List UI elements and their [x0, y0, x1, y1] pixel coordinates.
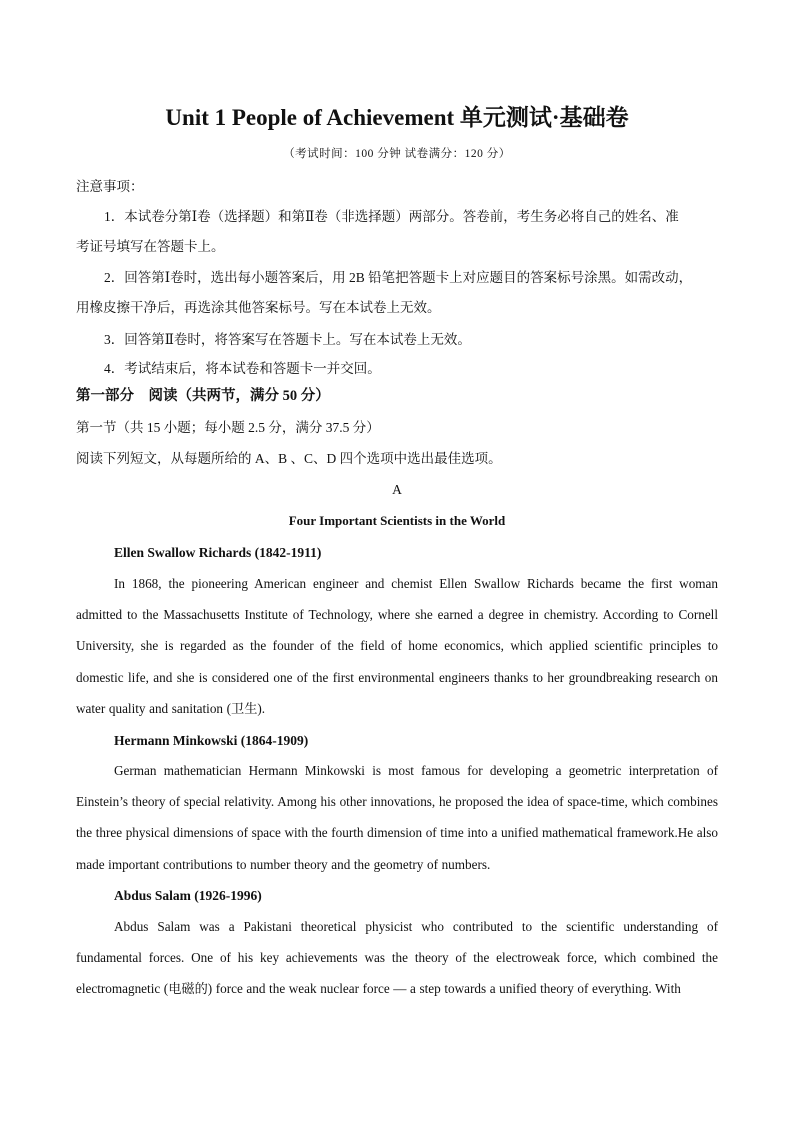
scientist-paragraph: German mathematician Hermann Minkowski is most famous for developing a geometric interpretation of Einstein’s theory of special relativity. Among his other innovations, he proposed the idea of space-time, which combines the three physical dimensions of space with the fourth dimension of time into a unified mathematical framework.He also made important contributions to number theory and the geometry of numbers. [76, 763, 718, 872]
notice-item-2-line-1: 2．回答第Ⅰ卷时，选出每小题答案后，用 2B 铅笔把答题卡上对应题目的答案标号涂黑。如需改动， [104, 270, 693, 285]
scientist-paragraph: In 1868, the pioneering American engineer and chemist Ellen Swallow Richards became the first woman admitted to the Massachusetts Institute of Technology, where she earned a degree in chemistry. According to Cornell University, she is regarded as the founder of the field of home economics, which applied scientific principles to domestic life, and she is considered one of the first environmental engineers thanks to her groundbreaking research on water quality and sanitation (卫生). [76, 576, 718, 716]
notice-item-4: 4．考试结束后，将本试卷和答题卡一并交回。 [104, 361, 381, 376]
scientist-name: Abdus Salam (1926-1996) [114, 888, 262, 903]
notice-item-1-line-1: 1．本试卷分第Ⅰ卷（选择题）和第Ⅱ卷（非选择题）两部分。答卷前，考生务必将自己的姓名、准 [104, 209, 679, 224]
reading-instruction: 阅读下列短文，从每题所给的 A、B 、C、D 四个选项中选出最佳选项。 [76, 451, 502, 466]
passage-title: Four Important Scientists in the World [288, 513, 506, 528]
notice-item-1-line-2: 考证号填写在答题卡上。 [76, 239, 225, 254]
page-title: Unit 1 People of Achievement 单元测试·基础卷 [165, 105, 629, 130]
notice-item-3: 3．回答第Ⅱ卷时，将答案写在答题卡上。写在本试卷上无效。 [104, 332, 471, 347]
scientist-name: Hermann Minkowski (1864-1909) [114, 733, 309, 748]
notice-item-2-line-2: 用橡皮擦干净后，再选涂其他答案标号。写在本试卷上无效。 [76, 300, 441, 315]
section-1-heading: 第一节（共 15 小题；每小题 2.5 分，满分 37.5 分） [76, 420, 380, 435]
notice-heading: 注意事项： [76, 179, 144, 194]
exam-info: （考试时间：100 分钟 试卷满分：120 分） [283, 148, 511, 160]
part-1-heading: 第一部分 阅读（共两节，满分 50 分） [76, 388, 330, 404]
scientist-name: Ellen Swallow Richards (1842-1911) [114, 545, 322, 560]
passage-label: A [392, 482, 402, 497]
scientist-paragraph: Abdus Salam was a Pakistani theoretical physicist who contributed to the scientific understanding of fundamental forces. One of his key achievements was the theory of the electroweak force, which combined the electromagnetic (电磁的) force and the weak nuclear force — a step towards a unified theory of everything. With [76, 919, 718, 997]
